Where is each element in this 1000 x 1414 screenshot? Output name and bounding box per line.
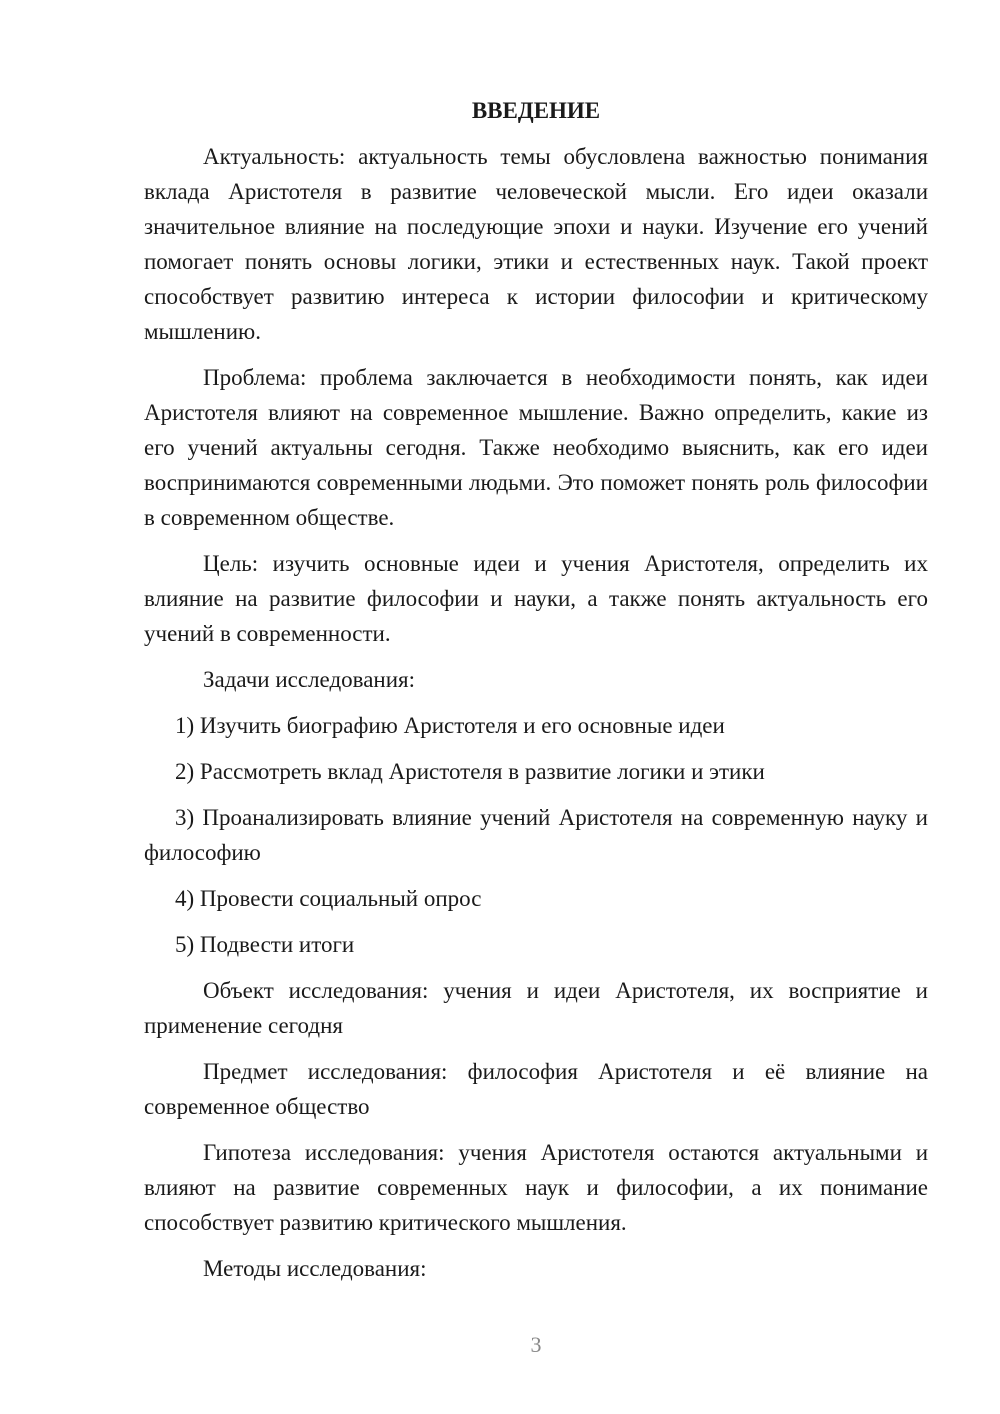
list-item: 4) Провести социальный опрос xyxy=(175,886,482,911)
list-item: 5) Подвести итоги xyxy=(175,932,355,957)
list-item: 2) Рассмотреть вклад Аристотеля в развитие логики и этики xyxy=(175,759,765,784)
relevance-paragraph: Актуальность: актуальность темы обусловлена важностью понимания вклада Аристотеля в развитие человеческой мысли. Его идеи оказали значительное влияние на последующие эпохи и науки. Изучение его учений помогает понять основы логики, этики и естественных наук. Такой проект способствует развитию интереса к истории философии и критическому мышлению. xyxy=(144,144,928,344)
goal-paragraph: Цель: изучить основные идеи и учения Аристотеля, определить их влияние на развитие философии и науки, а также понять актуальность его учений в современности. xyxy=(144,551,928,646)
tasks-title: Задачи исследования: xyxy=(203,667,416,692)
section-heading: ВВЕДЕНИЕ xyxy=(471,98,601,123)
hypothesis-paragraph: Гипотеза исследования: учения Аристотеля остаются актуальными и влияют на развитие современных наук и философии, а их понимание способствует развитию критического мышления. xyxy=(144,1140,928,1235)
problem-paragraph: Проблема: проблема заключается в необходимости понять, как идеи Аристотеля влияют на современное мышление. Важно определить, какие из его учений актуальны сегодня. Также необходимо выяснить, как его идеи воспринимаются современными людьми. Это поможет понять роль философии в современном обществе. xyxy=(144,365,928,530)
methods-title: Методы исследования: xyxy=(203,1256,427,1281)
object-paragraph: Объект исследования: учения и идеи Аристотеля, их восприятие и применение сегодня xyxy=(144,978,928,1038)
list-item: 3) Проанализировать влияние учений Аристотеля на современную науку и философию xyxy=(144,805,928,865)
tasks-list xyxy=(144,708,928,962)
subject-paragraph: Предмет исследования: философия Аристотеля и её влияние на современное общество xyxy=(144,1059,928,1119)
list-item: 1) Изучить биографию Аристотеля и его основные идеи xyxy=(175,713,725,738)
page-number: 3 xyxy=(530,1332,542,1357)
page-body xyxy=(144,94,928,1297)
